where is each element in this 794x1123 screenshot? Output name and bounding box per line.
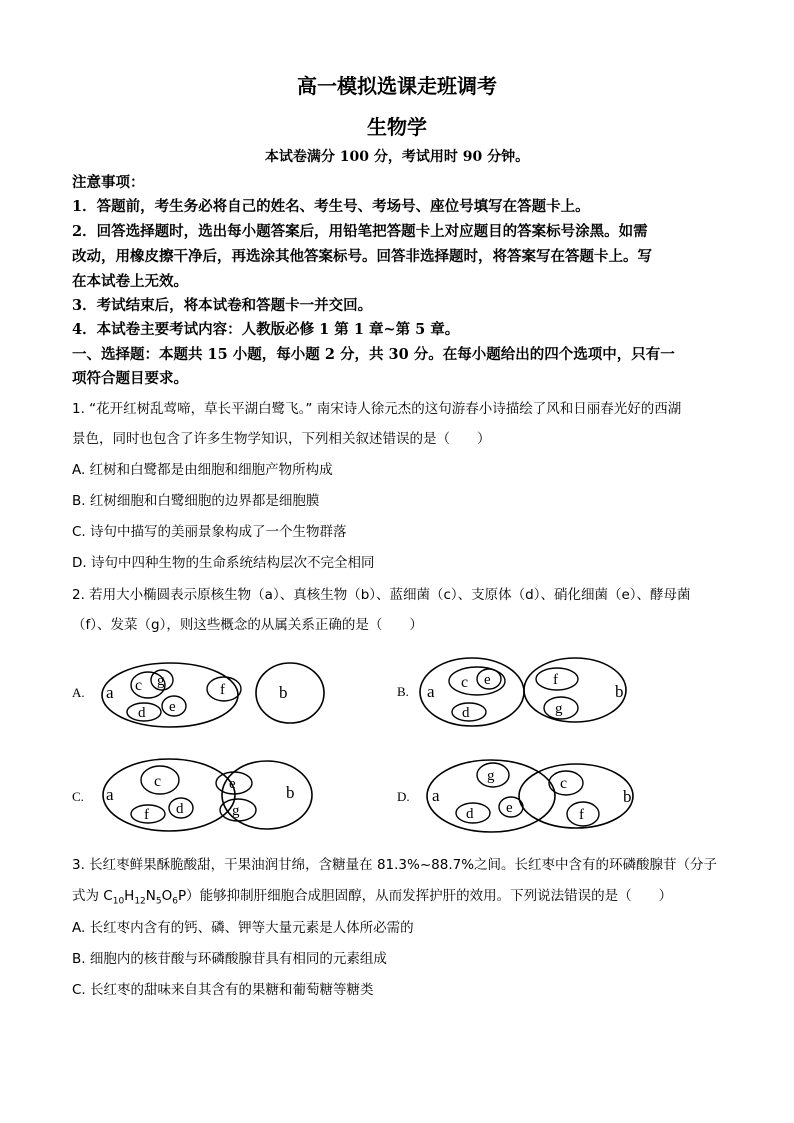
q1-option-b: B. 红树细胞和白鹭细胞的边界都是细胞膜 (72, 493, 320, 509)
q3-option-a: A. 长红枣内含有的钙、磷、钾等大量元素是人体所必需的 (72, 920, 414, 936)
label-f: f (144, 807, 149, 823)
label-c: c (135, 677, 143, 694)
notice-line-1: 1．答题前，考生务必将自己的姓名、考生号、考场号、座位号填写在答题卡上。 (72, 198, 590, 215)
label-g: g (232, 803, 240, 819)
notice-line-4: 在本试卷上无效。 (72, 273, 188, 290)
q2-diagram-b-label: B. (397, 684, 409, 699)
label-e: e (169, 699, 176, 715)
q3-stem-line-2 (72, 886, 732, 912)
q3-stem-line-1: 3. 长红枣鲜果酥脆酸甜，干果油润甘绵，含糖量在 81.3%~88.7%之间。长红枣中含有的环磷酸腺苷（分子 (72, 857, 718, 873)
label-b: b (279, 683, 288, 702)
q1-option-c: C. 诗句中描写的美丽景象构成了一个生物群落 (72, 524, 347, 540)
q3-formula-sub-o: 6 (172, 896, 178, 907)
q3-formula-prefix: 式为 C (72, 888, 113, 904)
label-e: e (229, 776, 236, 792)
subject-title: 生物学 (367, 115, 427, 139)
notice-line-6: 4．本试卷主要考试内容：人教版必修 1 第 1 章~第 5 章。 (72, 321, 460, 338)
q3-formula-h: H (124, 888, 135, 904)
q3-formula-sub-n: 5 (155, 896, 162, 907)
notice-line-3: 改动，用橡皮擦干净后，再选涂其他答案标号。回答非选择题时，将答案写在答题卡上。写 (72, 248, 652, 265)
label-f: f (579, 807, 584, 823)
q3-option-c: C. 长红枣的甜味来自其含有的果糖和葡萄糖等糖类 (72, 982, 374, 998)
q2-diagram-c-label: C. (72, 789, 84, 804)
notice-line-5: 3．考试结束后，将本试卷和答题卡一并交回。 (72, 297, 373, 314)
label-d: d (138, 705, 146, 721)
label-a: a (427, 682, 435, 701)
label-d: d (462, 705, 470, 721)
ellipse-a (103, 759, 235, 831)
label-f: f (553, 672, 558, 688)
q2-stem-line-1: 2. 若用大小椭圆表示原核生物（a）、真核生物（b）、蓝细菌（c）、支原体（d）、硝化细菌（e）、酵母菌 (72, 587, 691, 603)
label-a: a (106, 683, 114, 702)
q2-diagram-b (395, 653, 645, 735)
section1-line-1: 一、选择题：本题共 15 小题，每小题 2 分，共 30 分。在每小题给出的四个选项中，只有一 (72, 346, 675, 363)
exam-title: 高一模拟选课走班调考 (297, 74, 497, 98)
q3-formula-sub-h: 12 (134, 896, 146, 907)
label-g: g (487, 768, 495, 784)
q3-option-b: B. 细胞内的核苷酸与环磷酸腺苷具有相同的元素组成 (72, 951, 387, 967)
notice-line-2: 2．回答选择题时，选出每小题答案后，用铅笔把答题卡上对应题目的答案标号涂黑。如需 (72, 223, 648, 240)
label-b: b (615, 682, 624, 701)
label-g: g (157, 673, 165, 689)
q1-stem-line-1: 1. “花开红树乱莺啼，草长平湖白鹭飞。” 南宋诗人徐元杰的这句游春小诗描绘了风和日丽春光好的西湖 (72, 401, 682, 417)
q3-formula-o: O (161, 888, 173, 904)
label-e: e (506, 800, 513, 816)
label-e: e (484, 672, 491, 688)
label-c: c (461, 674, 469, 691)
q2-stem-line-2: （f）、发菜（g），则这些概念的从属关系正确的是（ ） (72, 617, 423, 633)
label-d: d (466, 806, 474, 822)
label-b: b (286, 783, 295, 802)
q3-formula-sub-c: 10 (112, 896, 125, 907)
ellipse-b (524, 658, 626, 722)
q2-diagram-a (66, 655, 326, 735)
q1-option-d: D. 诗句中四种生物的生命系统结构层次不完全相同 (72, 555, 375, 571)
ellipse-b (256, 663, 324, 723)
q3-formula-suffix: P）能够抑制肝细胞合成胆固醇，从而发挥护肝的效用。下列说法错误的是（ ） (178, 888, 673, 904)
label-a: a (432, 786, 440, 805)
q2-diagram-d-label: D. (397, 789, 410, 804)
q2-diagram-d (395, 755, 645, 837)
q2-diagram-a-label: A. (72, 685, 85, 700)
q1-stem-line-2: 景色，同时也包含了许多生物学知识，下列相关叙述错误的是（ ） (72, 431, 491, 447)
section1-line-2: 项符合题目要求。 (72, 370, 188, 387)
score-line: 本试卷满分 100 分，考试用时 90 分钟。 (264, 149, 530, 165)
q2-diagram-c (66, 756, 326, 836)
q3-formula-n: N (145, 888, 156, 904)
label-a: a (106, 785, 114, 804)
notice-heading: 注意事项： (72, 174, 145, 191)
label-c: c (560, 775, 568, 792)
label-g: g (555, 701, 563, 717)
label-d: d (176, 801, 184, 817)
ellipse-a (420, 658, 524, 726)
q1-option-a: A. 红树和白鹭都是由细胞和细胞产物所构成 (72, 462, 333, 478)
label-f: f (220, 682, 225, 698)
label-b: b (623, 787, 632, 806)
label-c: c (154, 773, 162, 790)
